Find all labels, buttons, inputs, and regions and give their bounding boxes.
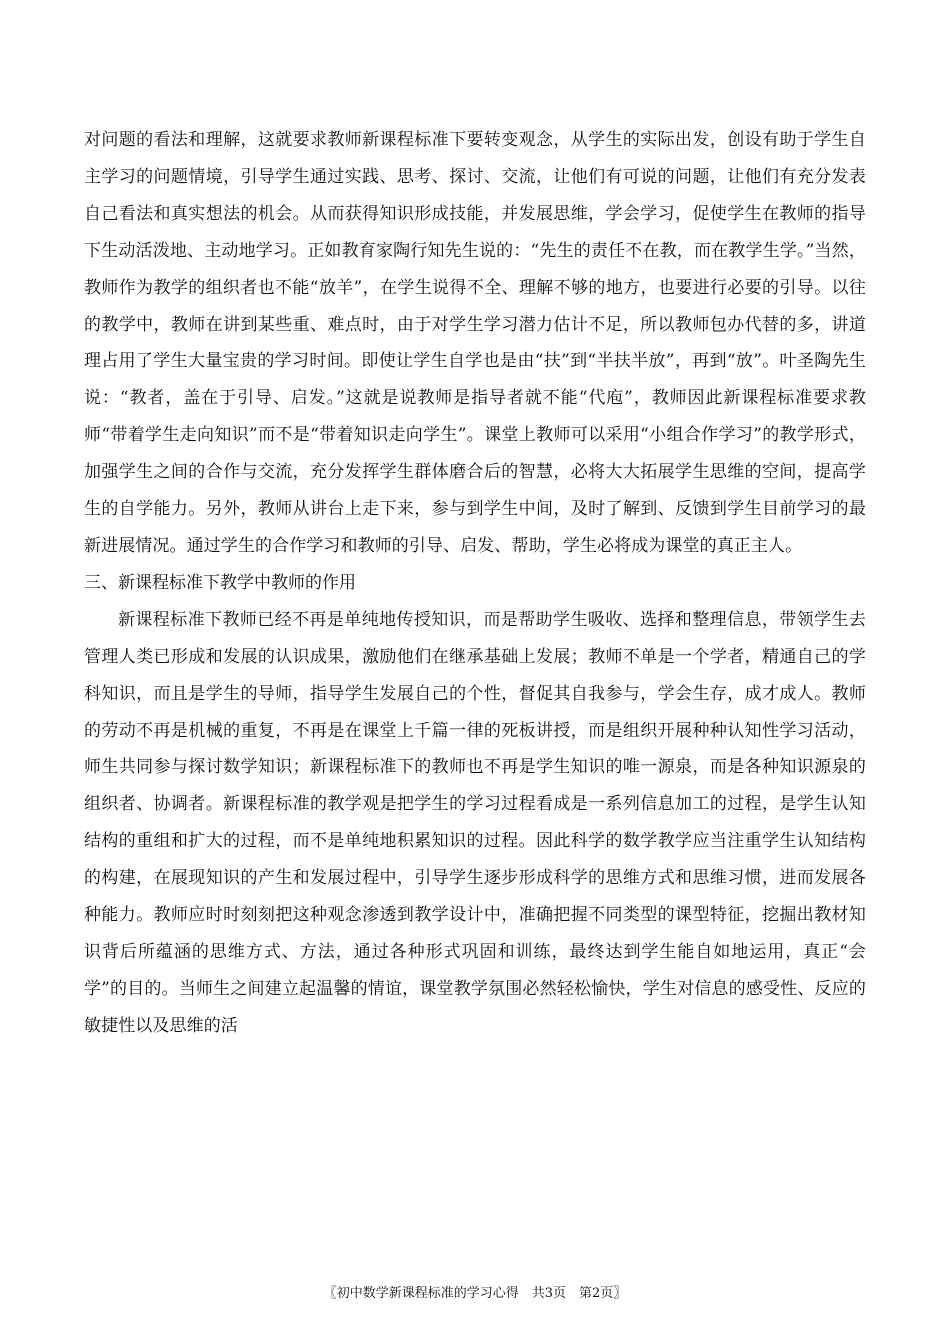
section-heading: 三、新课程标准下教学中教师的作用 — [84, 572, 356, 593]
page-footer: 〖初中数学新课程标准的学习心得 共3页 第2页〗 — [323, 1286, 627, 1301]
paragraph-continued: 对问题的看法和理解，这就要求教师新课程标准下要转变观念，从学生的实际出发，创设有助于学生自主学习的问题情境，引导学生通过实践、思考、探讨、交流，让他们有可说的问题，让他们有充分发表自己看法和真实想法的机会。从而获得知识形成技能，并发展思维，学会学习，促使学生在教师的指导下生动活泼地、主动地学习。正如教育家陶行知先生说的：“先生的责任不在教，而在教学生学。”当然，教师作为教学的组织者也不能“放羊”，在学生说得不全、理解不够的地方，也要进行必要的引导。以往的教学中，教师在讲到某些重、难点时，由于对学生学习潜力估计不足，所以教师包办代替的多，讲道理占用了学生大量宝贵的学习时间。即使让学生自学也是由“扶”到“半扶半放”，再到“放”。叶圣陶先生说：“教者，盖在于引导、启发。”这就是说教师是指导者就不能“代庖”，教师因此新课程标准要求教师“带着学生走向知识”而不是“带着知识走向学生”。课堂上教师可以采用“小组合作学习”的教学形式，加强学生之间的合作与交流，充分发挥学生群体磨合后的智慧，必将大大拓展学生思维的空间，提高学生的自学能力。另外，教师从讲台上走下来，参与到学生中间，及时了解到、反馈到学生目前学习的最新进展情况。通过学生的合作学习和教师的引导、启发、帮助，学生必将成为课堂的真正主人。 — [84, 130, 866, 556]
document-body — [84, 122, 866, 1045]
paragraph-section-3: 新课程标准下教师已经不再是单纯地传授知识，而是帮助学生吸收、选择和整理信息，带领学生去管理人类已形成和发展的认识成果，激励他们在继承基础上发展；教师不单是一个学者，精通自己的学科知识，而且是学生的导师，指导学生发展自己的个性，督促其自我参与，学会生存，成才成人。教师的劳动不再是机械的重复，不再是在课堂上千篇一律的死板讲授，而是组织开展种种认知性学习活动，师生共同参与探讨数学知识；新课程标准下的教师也不再是学生知识的唯一源泉，而是各种知识源泉的组织者、协调者。新课程标准的教学观是把学生的学习过程看成是一系列信息加工的过程，是学生认知结构的重组和扩大的过程，而不是单纯地积累知识的过程。因此科学的数学教学应当注重学生认知结构的构建，在展现知识的产生和发展过程中，引导学生逐步形成科学的思维方式和思维习惯，进而发展各种能力。教师应时时刻刻把这种观念渗透到教学设计中，准确把握不同类型的课型特征，挖掘出教材知识背后所蕴涵的思维方式、方法，通过各种形式巩固和训练，最终达到学生能自如地运用，真正“会学”的目的。当师生之间建立起温馨的情谊，课堂教学氛围必然轻松愉快，学生对信息的感受性、反应的敏捷性以及思维的活 — [84, 609, 866, 1036]
